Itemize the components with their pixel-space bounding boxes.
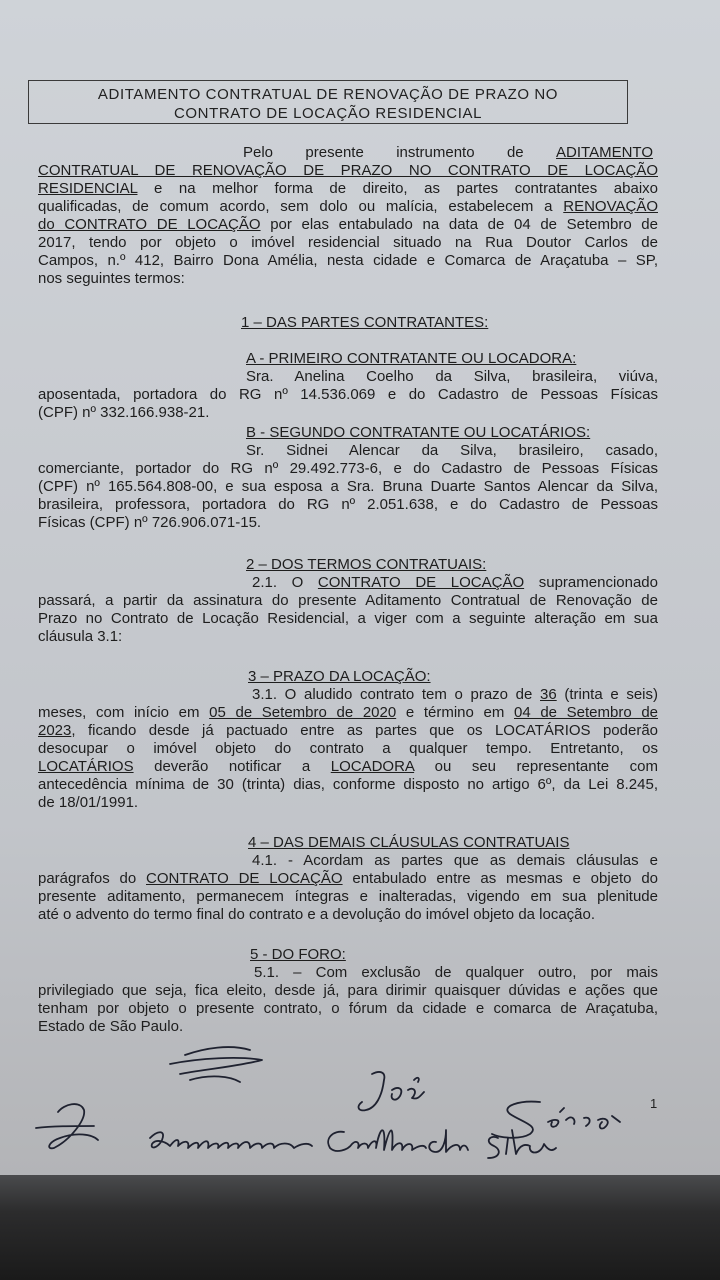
section-4-heading: 4 – DAS DEMAIS CLÁUSULAS CONTRATUAIS xyxy=(248,834,570,851)
intro-line-5 xyxy=(38,216,658,234)
section-2-line-2: passará, a partir da assinatura do presente Aditamento Contratual de Renovação de xyxy=(38,592,658,609)
background-table-surface xyxy=(0,1175,720,1280)
s2-text: supramencionado xyxy=(524,574,658,591)
s3-text: deverão notificar a xyxy=(133,758,331,775)
intro-word: instrumento xyxy=(396,144,475,161)
party-a-line-2: aposentada, portadora do RG nº 14.536.069 e do Cadastro de Pessoas Físicas xyxy=(38,386,658,403)
section-4-line-3: presente aditamento, permanecem íntegras e inalteradas, vigendo em sua plenitude xyxy=(38,888,658,905)
party-b-heading: B - SEGUNDO CONTRATANTE OU LOCATÁRIOS: xyxy=(246,424,591,441)
s3-text: (trinta e seis) xyxy=(556,686,659,703)
section-2-line-1 xyxy=(252,574,658,592)
section-3-line-4: desocupar o imóvel objeto do contrato a qualquer tempo. Entretanto, os xyxy=(38,740,658,757)
intro-text: por elas entabulado na data de 04 de Setembro de xyxy=(260,216,658,233)
section-4-line-1: 4.1. - Acordam as partes que as demais cláusulas e xyxy=(252,852,658,869)
signature-jose xyxy=(359,1072,424,1110)
section-5-line-2: privilegiado que seja, fica eleito, desde já, para dirimir quaisquer dúvidas e ações que xyxy=(38,982,658,999)
signature-silva xyxy=(488,1130,556,1158)
signature-sergio xyxy=(492,1102,620,1138)
s3-underlined: 05 de Setembro de 2020 xyxy=(209,704,397,721)
signature-initial xyxy=(36,1104,98,1148)
section-2-line-3: Prazo no Contrato de Locação Residencial, a viger com a seguinte alteração em sua xyxy=(38,610,658,627)
s4-text: entabulado entre as mesmas e objeto do xyxy=(342,870,659,887)
signature-da xyxy=(429,1130,468,1152)
signature-scribble-1 xyxy=(170,1047,262,1082)
intro-text: qualificadas, de comum acordo, sem dolo ou malícia, estabelecem a xyxy=(38,198,564,215)
s2-text: 2.1. O xyxy=(252,574,318,591)
section-5-line-1: 5.1. – Com exclusão de qualquer outro, por mais xyxy=(254,964,658,981)
party-a-heading: A - PRIMEIRO CONTRATANTE OU LOCADORA: xyxy=(246,350,577,367)
party-b-line-4: brasileira, professora, portadora do RG nº 2.051.638, e do Cadastro de Pessoas xyxy=(38,496,658,513)
s3-underlined: 36 xyxy=(540,686,557,703)
section-3-line-5 xyxy=(38,758,658,776)
party-b-line-1: Sr. Sidnei Alencar da Silva, brasileiro, casado, xyxy=(246,442,658,459)
s3-text: ou seu representante com xyxy=(414,758,658,775)
s4-text: parágrafos do xyxy=(38,870,146,887)
signature-coelho xyxy=(328,1130,426,1151)
section-5-heading: 5 - DO FORO: xyxy=(250,946,346,963)
section-5-line-4: Estado de São Paulo. xyxy=(38,1018,184,1035)
intro-underlined: do CONTRATO DE LOCAÇÃO xyxy=(38,216,261,233)
intro-underlined: RESIDENCIAL xyxy=(38,180,138,197)
section-2-heading: 2 – DOS TERMOS CONTRATUAIS: xyxy=(246,556,487,573)
page-number: 1 xyxy=(650,1096,658,1111)
intro-line-1 xyxy=(243,144,653,162)
intro-underlined: RENOVAÇÃO xyxy=(563,198,658,215)
document-title-line-2: CONTRATO DE LOCAÇÃO RESIDENCIAL xyxy=(173,105,483,122)
s3-underlined: 04 de Setembro de xyxy=(513,704,659,721)
section-4-line-2 xyxy=(38,870,658,888)
intro-line-3 xyxy=(38,180,658,198)
party-b-line-3: (CPF) nº 165.564.808-00, e sua esposa a Sra. Bruna Duarte Santos Alencar da Silva, xyxy=(38,478,658,495)
s3-text: e término em xyxy=(396,704,514,721)
signature-anelina xyxy=(150,1132,312,1148)
s3-underlined: 2023 xyxy=(38,722,72,739)
party-b-line-5: Físicas (CPF) nº 726.906.071-15. xyxy=(38,514,262,531)
section-5-line-3: tenham por objeto o presente contrato, o fórum da cidade e comarca de Araçatuba, xyxy=(38,1000,658,1017)
intro-word-underlined: ADITAMENTO xyxy=(556,144,653,161)
s2-underlined: CONTRATO DE LOCAÇÃO xyxy=(317,574,525,591)
party-a-line-3: (CPF) nº 332.166.938-21. xyxy=(38,404,210,421)
section-4-line-4: até o advento do termo final do contrato e a devolução do imóvel objeto da locação. xyxy=(38,906,596,923)
section-3-line-7: de 18/01/1991. xyxy=(38,794,139,811)
intro-word: presente xyxy=(305,144,364,161)
intro-word: de xyxy=(506,144,524,161)
section-3-heading: 3 – PRAZO DA LOCAÇÃO: xyxy=(248,668,431,685)
s3-text: meses, com início em xyxy=(38,704,210,721)
intro-line-6: 2017, tendo por objeto o imóvel residencial situado na Rua Doutor Carlos de xyxy=(38,234,658,251)
intro-line-7: Campos, n.º 412, Bairro Dona Amélia, nesta cidade e Comarca de Araçatuba – SP, xyxy=(38,252,658,269)
party-a-line-1: Sra. Anelina Coelho da Silva, brasileira, viúva, xyxy=(246,368,658,385)
section-3-line-1 xyxy=(252,686,658,704)
section-3-line-2 xyxy=(38,704,658,722)
intro-line-2: CONTRATUAL DE RENOVAÇÃO DE PRAZO NO CONTRATO DE LOCAÇÃO xyxy=(38,162,658,179)
s4-underlined: CONTRATO DE LOCAÇÃO xyxy=(146,870,343,887)
s3-underlined: LOCADORA xyxy=(330,758,415,775)
party-b-line-2: comerciante, portador do RG nº 29.492.773-6, e do Cadastro de Pessoas Físicas xyxy=(38,460,658,477)
intro-word: Pelo xyxy=(243,144,274,161)
s3-text: 3.1. O aludido contrato tem o prazo de xyxy=(252,686,541,703)
document-title-box xyxy=(28,80,628,124)
intro-line-4 xyxy=(38,198,658,216)
intro-text: e na melhor forma de direito, as partes contratantes abaixo xyxy=(137,180,658,197)
s3-text: , ficando desde já pactuado entre as partes que os LOCATÁRIOS poderão xyxy=(71,722,658,739)
section-1-heading: 1 – DAS PARTES CONTRATANTES: xyxy=(241,314,489,331)
section-3-line-3 xyxy=(38,722,658,740)
section-3-line-6: antecedência mínima de 30 (trinta) dias, conforme disposto no artigo 6º, da Lei 8.245, xyxy=(38,776,658,793)
intro-line-8: nos seguintes termos: xyxy=(38,270,185,287)
document-title-line-1: ADITAMENTO CONTRATUAL DE RENOVAÇÃO DE PRAZO NO xyxy=(97,86,559,103)
s3-underlined: LOCATÁRIOS xyxy=(38,758,134,775)
signatures-area xyxy=(0,1030,720,1175)
section-2-line-4: cláusula 3.1: xyxy=(38,628,123,645)
